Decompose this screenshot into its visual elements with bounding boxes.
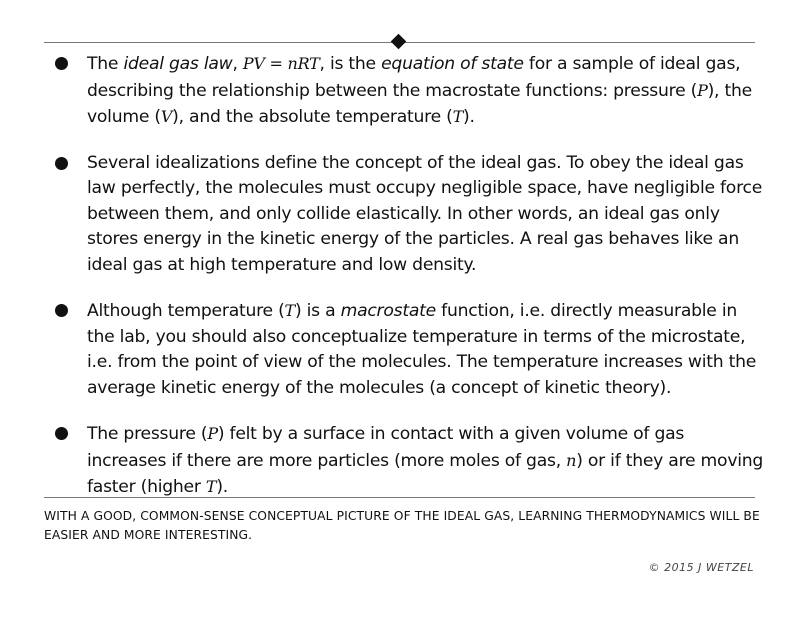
bullet-list	[52, 51, 768, 521]
bullet-ideal-gas-law: The ideal gas law, PV = nRT, is the equation of state for a sample of ideal gas, describing the relationship between the macrostate functions: pressure (P), the volume (V), and the absolute temperature (T).	[52, 51, 768, 131]
bullet-dot-icon	[55, 427, 68, 440]
term-equation-of-state: equation of state	[381, 54, 524, 74]
equation-pv-nrt: PV = nRT	[242, 54, 320, 73]
symbol-t: T	[452, 107, 463, 126]
copyright-credit: © 2015 J WETZEL	[648, 561, 754, 574]
term-macrostate: macrostate	[340, 301, 436, 321]
bullet-idealizations: Several idealizations define the concept of the ideal gas. To obey the ideal gas law perfectly, the molecules must occupy negligible space, have negligible force between them, and only collide elastically. In other words, an ideal gas only stores energy in the kinetic energy of the particles. A real gas behaves like an ideal gas at high temperature and low density.	[52, 151, 768, 279]
bullet-pressure: The pressure (P) felt by a surface in contact with a given volume of gas increases if there are more particles (more moles of gas, n) or if they are moving faster (higher T).	[52, 421, 768, 501]
symbol-n: n	[566, 450, 577, 470]
term-ideal-gas-law: ideal gas law	[123, 54, 233, 74]
bullet-dot-icon	[55, 157, 68, 170]
symbol-v: V	[160, 107, 173, 126]
symbol-p: P	[207, 424, 218, 443]
symbol-p: P	[697, 80, 708, 100]
bottom-divider	[44, 497, 755, 498]
symbol-t: T	[284, 301, 295, 320]
diamond-ornament	[391, 34, 407, 50]
bullet-dot-icon	[55, 304, 68, 317]
symbol-t: T	[205, 477, 217, 496]
bullet-dot-icon	[55, 57, 68, 70]
footer-summary: WITH A GOOD, COMMON-SENSE CONCEPTUAL PICTURE OF THE IDEAL GAS, LEARNING THERMODYNAMICS WILL BE EASIER AND MORE INTERESTING.	[44, 509, 760, 542]
bullet-temperature: Although temperature (T) is a macrostate function, i.e. directly measurable in the lab, you should also conceptualize temperature in terms of the microstate, i.e. from the point of view of the molecules. The temperature increases with the average kinetic energy of the molecules (a concept of kinetic theory).	[52, 298, 768, 401]
